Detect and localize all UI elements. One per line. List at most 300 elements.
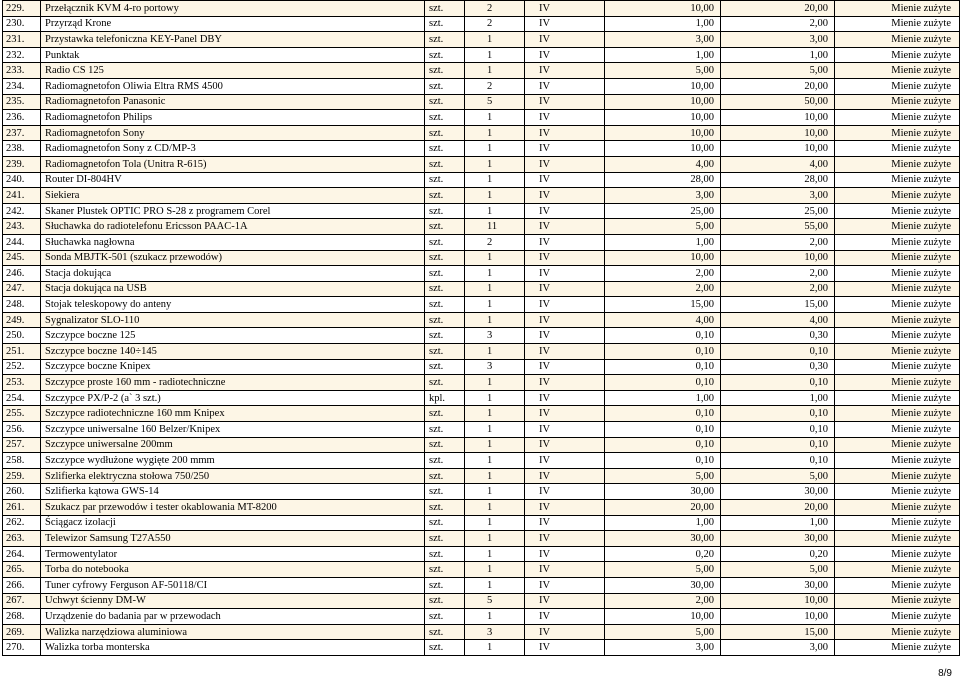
unit-price-cell: 30,00 <box>605 484 721 500</box>
group-cell: IV <box>525 312 605 328</box>
inventory-table <box>2 0 960 656</box>
table-row <box>3 375 960 391</box>
row-number-cell: 230. <box>3 16 41 32</box>
item-name-cell: Radiomagnetofon Oliwia Eltra RMS 4500 <box>41 78 425 94</box>
row-number-cell: 248. <box>3 297 41 313</box>
status-note-cell: Mienie zużyte <box>835 344 960 360</box>
group-cell: IV <box>525 78 605 94</box>
unit-price-cell: 0,10 <box>605 359 721 375</box>
item-name-cell: Tuner cyfrowy Ferguson AF-50118/CI <box>41 577 425 593</box>
table-row <box>3 297 960 313</box>
group-cell: IV <box>525 266 605 282</box>
table-row <box>3 515 960 531</box>
table-row <box>3 500 960 516</box>
group-cell: IV <box>525 453 605 469</box>
status-note-cell: Mienie zużyte <box>835 328 960 344</box>
group-cell: IV <box>525 328 605 344</box>
row-number-cell: 234. <box>3 78 41 94</box>
status-note-cell: Mienie zużyte <box>835 437 960 453</box>
total-value-cell: 4,00 <box>721 312 835 328</box>
item-name-cell: Ściągacz izolacji <box>41 515 425 531</box>
item-name-cell: Słuchawka do radiotelefonu Ericsson PAAC-1A <box>41 219 425 235</box>
unit-cell: szt. <box>425 500 465 516</box>
total-value-cell: 50,00 <box>721 94 835 110</box>
unit-cell: szt. <box>425 312 465 328</box>
status-note-cell: Mienie zużyte <box>835 110 960 126</box>
unit-cell: szt. <box>425 219 465 235</box>
quantity-cell: 11 <box>465 219 525 235</box>
group-cell: IV <box>525 297 605 313</box>
group-cell: IV <box>525 188 605 204</box>
unit-price-cell: 1,00 <box>605 515 721 531</box>
quantity-cell: 1 <box>465 390 525 406</box>
table-row <box>3 624 960 640</box>
row-number-cell: 250. <box>3 328 41 344</box>
unit-cell: szt. <box>425 94 465 110</box>
table-row <box>3 437 960 453</box>
table-row <box>3 266 960 282</box>
item-name-cell: Szczypce uniwersalne 160 Belzer/Knipex <box>41 422 425 438</box>
status-note-cell: Mienie zużyte <box>835 406 960 422</box>
quantity-cell: 1 <box>465 188 525 204</box>
quantity-cell: 1 <box>465 250 525 266</box>
status-note-cell: Mienie zużyte <box>835 188 960 204</box>
status-note-cell: Mienie zużyte <box>835 266 960 282</box>
row-number-cell: 237. <box>3 125 41 141</box>
group-cell: IV <box>525 500 605 516</box>
item-name-cell: Radiomagnetofon Sony <box>41 125 425 141</box>
group-cell: IV <box>525 344 605 360</box>
row-number-cell: 264. <box>3 546 41 562</box>
group-cell: IV <box>525 375 605 391</box>
quantity-cell: 1 <box>465 281 525 297</box>
table-row <box>3 1 960 17</box>
item-name-cell: Szczypce PX/P-2 (a` 3 szt.) <box>41 390 425 406</box>
status-note-cell: Mienie zużyte <box>835 203 960 219</box>
unit-cell: szt. <box>425 125 465 141</box>
quantity-cell: 1 <box>465 515 525 531</box>
table-row <box>3 156 960 172</box>
quantity-cell: 1 <box>465 47 525 63</box>
status-note-cell: Mienie zużyte <box>835 640 960 656</box>
total-value-cell: 10,00 <box>721 593 835 609</box>
item-name-cell: Szczypce boczne Knipex <box>41 359 425 375</box>
unit-price-cell: 5,00 <box>605 219 721 235</box>
row-number-cell: 239. <box>3 156 41 172</box>
row-number-cell: 256. <box>3 422 41 438</box>
unit-cell: szt. <box>425 203 465 219</box>
unit-price-cell: 1,00 <box>605 16 721 32</box>
group-cell: IV <box>525 234 605 250</box>
group-cell: IV <box>525 110 605 126</box>
total-value-cell: 2,00 <box>721 281 835 297</box>
unit-price-cell: 10,00 <box>605 250 721 266</box>
group-cell: IV <box>525 141 605 157</box>
table-row <box>3 78 960 94</box>
total-value-cell: 1,00 <box>721 47 835 63</box>
group-cell: IV <box>525 16 605 32</box>
status-note-cell: Mienie zużyte <box>835 172 960 188</box>
unit-price-cell: 0,10 <box>605 328 721 344</box>
unit-price-cell: 0,20 <box>605 546 721 562</box>
group-cell: IV <box>525 577 605 593</box>
item-name-cell: Przystawka telefoniczna KEY-Panel DBY <box>41 32 425 48</box>
status-note-cell: Mienie zużyte <box>835 32 960 48</box>
item-name-cell: Słuchawka nagłowna <box>41 234 425 250</box>
table-row <box>3 422 960 438</box>
item-name-cell: Radio CS 125 <box>41 63 425 79</box>
row-number-cell: 252. <box>3 359 41 375</box>
unit-price-cell: 1,00 <box>605 234 721 250</box>
total-value-cell: 10,00 <box>721 110 835 126</box>
item-name-cell: Stacja dokująca <box>41 266 425 282</box>
unit-price-cell: 10,00 <box>605 94 721 110</box>
row-number-cell: 268. <box>3 609 41 625</box>
total-value-cell: 0,30 <box>721 328 835 344</box>
table-row <box>3 172 960 188</box>
status-note-cell: Mienie zużyte <box>835 125 960 141</box>
row-number-cell: 254. <box>3 390 41 406</box>
table-row <box>3 94 960 110</box>
item-name-cell: Router DI-804HV <box>41 172 425 188</box>
group-cell: IV <box>525 172 605 188</box>
unit-price-cell: 2,00 <box>605 593 721 609</box>
total-value-cell: 4,00 <box>721 156 835 172</box>
unit-cell: szt. <box>425 63 465 79</box>
unit-price-cell: 15,00 <box>605 297 721 313</box>
status-note-cell: Mienie zużyte <box>835 453 960 469</box>
unit-cell: szt. <box>425 359 465 375</box>
unit-cell: szt. <box>425 250 465 266</box>
total-value-cell: 30,00 <box>721 577 835 593</box>
item-name-cell: Urządzenie do badania par w przewodach <box>41 609 425 625</box>
row-number-cell: 229. <box>3 1 41 17</box>
row-number-cell: 263. <box>3 531 41 547</box>
group-cell: IV <box>525 531 605 547</box>
status-note-cell: Mienie zużyte <box>835 281 960 297</box>
row-number-cell: 243. <box>3 219 41 235</box>
row-number-cell: 236. <box>3 110 41 126</box>
inventory-rows <box>3 1 960 656</box>
unit-price-cell: 4,00 <box>605 156 721 172</box>
unit-price-cell: 5,00 <box>605 562 721 578</box>
table-row <box>3 188 960 204</box>
quantity-cell: 1 <box>465 203 525 219</box>
unit-cell: szt. <box>425 156 465 172</box>
unit-price-cell: 4,00 <box>605 312 721 328</box>
item-name-cell: Szczypce wydłużone wygięte 200 mmm <box>41 453 425 469</box>
table-row <box>3 390 960 406</box>
quantity-cell: 1 <box>465 437 525 453</box>
group-cell: IV <box>525 640 605 656</box>
row-number-cell: 231. <box>3 32 41 48</box>
quantity-cell: 1 <box>465 531 525 547</box>
row-number-cell: 267. <box>3 593 41 609</box>
row-number-cell: 251. <box>3 344 41 360</box>
unit-cell: szt. <box>425 484 465 500</box>
unit-price-cell: 10,00 <box>605 125 721 141</box>
quantity-cell: 1 <box>465 266 525 282</box>
row-number-cell: 266. <box>3 577 41 593</box>
quantity-cell: 1 <box>465 468 525 484</box>
unit-cell: szt. <box>425 281 465 297</box>
unit-cell: szt. <box>425 624 465 640</box>
total-value-cell: 28,00 <box>721 172 835 188</box>
unit-cell: szt. <box>425 47 465 63</box>
quantity-cell: 1 <box>465 110 525 126</box>
table-row <box>3 609 960 625</box>
group-cell: IV <box>525 219 605 235</box>
unit-cell: szt. <box>425 172 465 188</box>
group-cell: IV <box>525 63 605 79</box>
status-note-cell: Mienie zużyte <box>835 500 960 516</box>
row-number-cell: 258. <box>3 453 41 469</box>
status-note-cell: Mienie zużyte <box>835 562 960 578</box>
group-cell: IV <box>525 1 605 17</box>
quantity-cell: 2 <box>465 78 525 94</box>
unit-cell: szt. <box>425 515 465 531</box>
total-value-cell: 5,00 <box>721 468 835 484</box>
item-name-cell: Szukacz par przewodów i tester okablowania MT-8200 <box>41 500 425 516</box>
total-value-cell: 1,00 <box>721 390 835 406</box>
unit-cell: szt. <box>425 609 465 625</box>
table-row <box>3 281 960 297</box>
group-cell: IV <box>525 281 605 297</box>
unit-cell: szt. <box>425 577 465 593</box>
status-note-cell: Mienie zużyte <box>835 297 960 313</box>
quantity-cell: 5 <box>465 94 525 110</box>
unit-cell: szt. <box>425 422 465 438</box>
status-note-cell: Mienie zużyte <box>835 312 960 328</box>
table-row <box>3 219 960 235</box>
status-note-cell: Mienie zużyte <box>835 390 960 406</box>
row-number-cell: 270. <box>3 640 41 656</box>
status-note-cell: Mienie zużyte <box>835 78 960 94</box>
row-number-cell: 233. <box>3 63 41 79</box>
item-name-cell: Radiomagnetofon Sony z CD/MP-3 <box>41 141 425 157</box>
group-cell: IV <box>525 359 605 375</box>
quantity-cell: 1 <box>465 406 525 422</box>
group-cell: IV <box>525 406 605 422</box>
table-row <box>3 484 960 500</box>
row-number-cell: 260. <box>3 484 41 500</box>
total-value-cell: 0,10 <box>721 375 835 391</box>
table-row <box>3 110 960 126</box>
table-row <box>3 359 960 375</box>
total-value-cell: 3,00 <box>721 640 835 656</box>
status-note-cell: Mienie zużyte <box>835 1 960 17</box>
quantity-cell: 2 <box>465 234 525 250</box>
quantity-cell: 5 <box>465 593 525 609</box>
quantity-cell: 2 <box>465 16 525 32</box>
total-value-cell: 10,00 <box>721 125 835 141</box>
status-note-cell: Mienie zużyte <box>835 624 960 640</box>
unit-cell: szt. <box>425 328 465 344</box>
table-row <box>3 32 960 48</box>
total-value-cell: 5,00 <box>721 63 835 79</box>
total-value-cell: 10,00 <box>721 609 835 625</box>
status-note-cell: Mienie zużyte <box>835 141 960 157</box>
group-cell: IV <box>525 624 605 640</box>
row-number-cell: 253. <box>3 375 41 391</box>
quantity-cell: 1 <box>465 172 525 188</box>
total-value-cell: 30,00 <box>721 531 835 547</box>
table-row <box>3 453 960 469</box>
quantity-cell: 1 <box>465 32 525 48</box>
unit-cell: szt. <box>425 297 465 313</box>
item-name-cell: Szczypce radiotechniczne 160 mm Knipex <box>41 406 425 422</box>
status-note-cell: Mienie zużyte <box>835 94 960 110</box>
unit-price-cell: 28,00 <box>605 172 721 188</box>
quantity-cell: 1 <box>465 297 525 313</box>
row-number-cell: 242. <box>3 203 41 219</box>
item-name-cell: Stacja dokująca na USB <box>41 281 425 297</box>
total-value-cell: 2,00 <box>721 16 835 32</box>
item-name-cell: Radiomagnetofon Panasonic <box>41 94 425 110</box>
group-cell: IV <box>525 515 605 531</box>
total-value-cell: 5,00 <box>721 562 835 578</box>
status-note-cell: Mienie zużyte <box>835 359 960 375</box>
row-number-cell: 232. <box>3 47 41 63</box>
item-name-cell: Walizka narzędziowa aluminiowa <box>41 624 425 640</box>
total-value-cell: 55,00 <box>721 219 835 235</box>
total-value-cell: 15,00 <box>721 624 835 640</box>
quantity-cell: 1 <box>465 125 525 141</box>
status-note-cell: Mienie zużyte <box>835 47 960 63</box>
unit-price-cell: 10,00 <box>605 110 721 126</box>
unit-price-cell: 3,00 <box>605 188 721 204</box>
total-value-cell: 2,00 <box>721 266 835 282</box>
total-value-cell: 0,10 <box>721 422 835 438</box>
unit-cell: szt. <box>425 546 465 562</box>
status-note-cell: Mienie zużyte <box>835 250 960 266</box>
quantity-cell: 3 <box>465 359 525 375</box>
status-note-cell: Mienie zużyte <box>835 593 960 609</box>
quantity-cell: 1 <box>465 609 525 625</box>
group-cell: IV <box>525 437 605 453</box>
table-row <box>3 203 960 219</box>
table-row <box>3 531 960 547</box>
total-value-cell: 25,00 <box>721 203 835 219</box>
unit-price-cell: 10,00 <box>605 609 721 625</box>
quantity-cell: 1 <box>465 453 525 469</box>
status-note-cell: Mienie zużyte <box>835 609 960 625</box>
status-note-cell: Mienie zużyte <box>835 375 960 391</box>
item-name-cell: Szczypce uniwersalne 200mm <box>41 437 425 453</box>
quantity-cell: 1 <box>465 484 525 500</box>
status-note-cell: Mienie zużyte <box>835 219 960 235</box>
row-number-cell: 240. <box>3 172 41 188</box>
row-number-cell: 257. <box>3 437 41 453</box>
table-row <box>3 562 960 578</box>
quantity-cell: 1 <box>465 312 525 328</box>
row-number-cell: 241. <box>3 188 41 204</box>
table-row <box>3 468 960 484</box>
status-note-cell: Mienie zużyte <box>835 16 960 32</box>
group-cell: IV <box>525 468 605 484</box>
table-row <box>3 406 960 422</box>
unit-price-cell: 25,00 <box>605 203 721 219</box>
total-value-cell: 10,00 <box>721 141 835 157</box>
status-note-cell: Mienie zużyte <box>835 156 960 172</box>
quantity-cell: 3 <box>465 328 525 344</box>
status-note-cell: Mienie zużyte <box>835 546 960 562</box>
group-cell: IV <box>525 484 605 500</box>
total-value-cell: 20,00 <box>721 500 835 516</box>
group-cell: IV <box>525 94 605 110</box>
row-number-cell: 244. <box>3 234 41 250</box>
row-number-cell: 255. <box>3 406 41 422</box>
table-row <box>3 577 960 593</box>
item-name-cell: Radiomagnetofon Tola (Unitra R-615) <box>41 156 425 172</box>
status-note-cell: Mienie zużyte <box>835 468 960 484</box>
unit-cell: szt. <box>425 16 465 32</box>
group-cell: IV <box>525 562 605 578</box>
quantity-cell: 1 <box>465 546 525 562</box>
item-name-cell: Szczypce proste 160 mm - radiotechniczne <box>41 375 425 391</box>
unit-price-cell: 0,10 <box>605 406 721 422</box>
total-value-cell: 20,00 <box>721 78 835 94</box>
item-name-cell: Przyrząd Krone <box>41 16 425 32</box>
table-row <box>3 593 960 609</box>
table-row <box>3 312 960 328</box>
unit-cell: szt. <box>425 234 465 250</box>
quantity-cell: 1 <box>465 562 525 578</box>
unit-price-cell: 30,00 <box>605 577 721 593</box>
status-note-cell: Mienie zużyte <box>835 484 960 500</box>
unit-price-cell: 0,10 <box>605 453 721 469</box>
row-number-cell: 235. <box>3 94 41 110</box>
group-cell: IV <box>525 156 605 172</box>
quantity-cell: 3 <box>465 624 525 640</box>
group-cell: IV <box>525 203 605 219</box>
unit-price-cell: 3,00 <box>605 32 721 48</box>
item-name-cell: Przełącznik KVM 4-ro portowy <box>41 1 425 17</box>
unit-cell: szt. <box>425 32 465 48</box>
row-number-cell: 262. <box>3 515 41 531</box>
unit-cell: szt. <box>425 437 465 453</box>
unit-price-cell: 0,10 <box>605 375 721 391</box>
item-name-cell: Walizka torba monterska <box>41 640 425 656</box>
total-value-cell: 30,00 <box>721 484 835 500</box>
table-row <box>3 546 960 562</box>
row-number-cell: 249. <box>3 312 41 328</box>
group-cell: IV <box>525 546 605 562</box>
item-name-cell: Radiomagnetofon Philips <box>41 110 425 126</box>
status-note-cell: Mienie zużyte <box>835 234 960 250</box>
row-number-cell: 238. <box>3 141 41 157</box>
group-cell: IV <box>525 47 605 63</box>
table-row <box>3 125 960 141</box>
total-value-cell: 0,30 <box>721 359 835 375</box>
total-value-cell: 3,00 <box>721 188 835 204</box>
group-cell: IV <box>525 609 605 625</box>
unit-price-cell: 10,00 <box>605 1 721 17</box>
unit-cell: szt. <box>425 1 465 17</box>
unit-cell: szt. <box>425 468 465 484</box>
total-value-cell: 0,10 <box>721 344 835 360</box>
item-name-cell: Szczypce boczne 125 <box>41 328 425 344</box>
item-name-cell: Siekiera <box>41 188 425 204</box>
unit-cell: szt. <box>425 266 465 282</box>
unit-cell: szt. <box>425 453 465 469</box>
unit-cell: szt. <box>425 593 465 609</box>
quantity-cell: 2 <box>465 1 525 17</box>
table-row <box>3 250 960 266</box>
quantity-cell: 1 <box>465 640 525 656</box>
unit-cell: szt. <box>425 562 465 578</box>
quantity-cell: 1 <box>465 500 525 516</box>
